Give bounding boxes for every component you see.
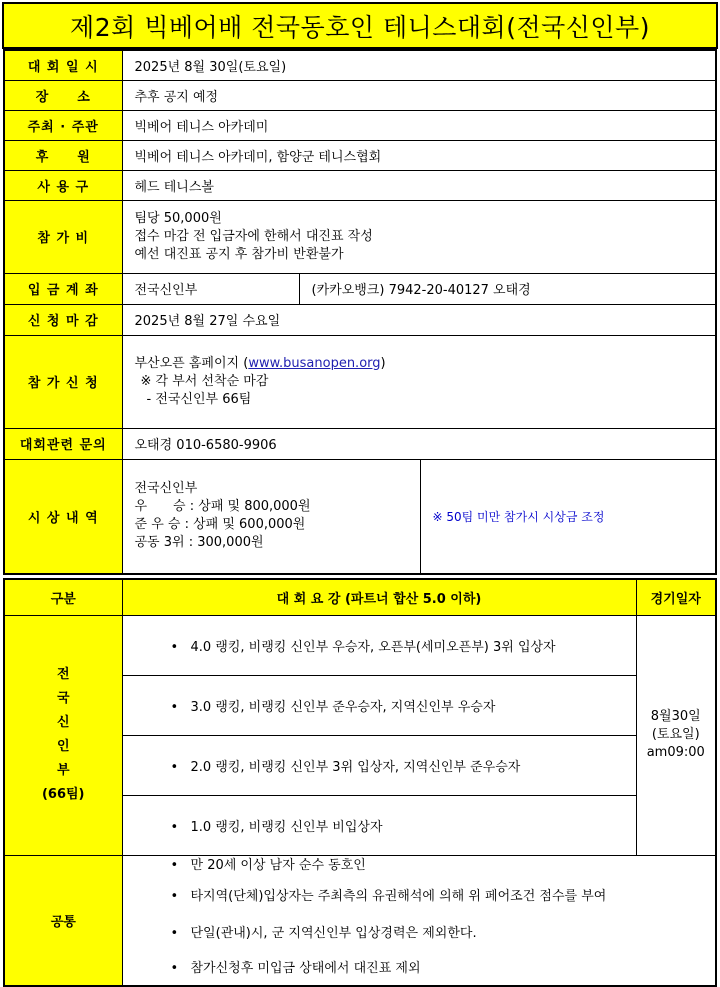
requirement-item: • 4.0 랭킹, 비랭킹 신인부 우승자, 오픈부(세미오픈부) 3위 입상자 <box>122 615 636 675</box>
fee-line: 접수 마감 전 입금자에 한해서 대진표 작성 <box>134 228 373 244</box>
common-item: • 단일(관내)시, 군 지역신인부 입상경력은 제외한다. <box>170 925 477 941</box>
host-value: 빅베어 테니스 아카데미 <box>122 110 716 140</box>
date-value: 2025년 8월 30일(토요일) <box>122 50 716 80</box>
apply-line: 부산오픈 홈페이지 (www.busanopen.org) <box>134 355 386 371</box>
ball-label: 사 용 구 <box>4 170 122 200</box>
division-char: 부 <box>56 763 70 778</box>
busanopen-link[interactable]: www.busanopen.org <box>248 355 381 371</box>
prize-line: 우 승 : 상패 및 800,000원 <box>134 499 311 515</box>
division-char: 인 <box>56 739 70 754</box>
match-date-line: (토요일) <box>651 727 700 742</box>
division-char: 국 <box>56 691 70 706</box>
deadline-value: 2025년 8월 27일 수요일 <box>122 304 716 335</box>
apply-note: ※ 각 부서 선착순 마감 <box>140 373 269 389</box>
requirements-table <box>3 578 717 987</box>
fee-label: 참 가 비 <box>4 200 122 273</box>
prize-value <box>122 459 420 574</box>
venue-value: 추후 공지 예정 <box>122 80 716 110</box>
division-char: 전 <box>56 667 70 682</box>
prize-label: 시 상 내 역 <box>4 459 122 574</box>
requirement-item: • 2.0 랭킹, 비랭킹 신인부 3위 입상자, 지역신인부 준우승자 <box>122 735 636 795</box>
fee-line: 예선 대진표 공지 후 참가비 반환불가 <box>134 246 344 262</box>
venue-label: 장 소 <box>4 80 122 110</box>
common-label: 공통 <box>4 855 122 986</box>
match-date-line: 8월30일 <box>650 709 701 724</box>
common-cell <box>122 855 716 986</box>
prize-line: 공동 3위 : 300,000원 <box>134 535 264 551</box>
sponsor-label: 후 원 <box>4 140 122 170</box>
match-date-line: am09:00 <box>646 745 705 760</box>
host-label: 주최 · 주관 <box>4 110 122 140</box>
division-cell <box>4 615 122 855</box>
apply-value <box>122 335 716 428</box>
contact-value: 오태경 010-6580-9906 <box>122 428 716 459</box>
division-header: 구분 <box>4 579 122 615</box>
requirement-item: • 1.0 랭킹, 비랭킹 신인부 비입상자 <box>122 795 636 855</box>
common-item: • 만 20세 이상 남자 순수 동호인 <box>170 857 366 873</box>
account-label: 입 금 계 좌 <box>4 273 122 304</box>
account-group: 전국신인부 <box>122 273 299 304</box>
requirement-item: • 3.0 랭킹, 비랭킹 신인부 준우승자, 지역신인부 우승자 <box>122 675 636 735</box>
page-title: 제2회 빅베어배 전국동호인 테니스대회(전국신인부) <box>2 2 718 49</box>
common-item: • 참가신청후 미입금 상태에서 대진표 제외 <box>170 960 421 976</box>
match-date-cell <box>636 615 716 855</box>
account-number: (카카오뱅크) 7942-20-40127 오태경 <box>299 273 716 304</box>
sponsor-value: 빅베어 테니스 아카데미, 함양군 테니스협회 <box>122 140 716 170</box>
deadline-label: 신 청 마 감 <box>4 304 122 335</box>
match-date-header: 경기일자 <box>636 579 716 615</box>
apply-label: 참 가 신 청 <box>4 335 122 428</box>
date-label: 대 회 일 시 <box>4 50 122 80</box>
fee-line: 팀당 50,000원 <box>134 210 222 226</box>
common-item: • 타지역(단체)입상자는 주최측의 유권해석에 의해 위 페어조건 점수를 부여 <box>170 888 607 904</box>
prize-line: 준 우 승 : 상패 및 600,000원 <box>134 517 306 533</box>
apply-count: - 전국신인부 66팀 <box>146 391 252 407</box>
contact-label: 대회관련 문의 <box>4 428 122 459</box>
info-table <box>3 49 717 575</box>
division-count: (66팀) <box>41 787 85 802</box>
ball-value: 헤드 테니스볼 <box>122 170 716 200</box>
division-char: 신 <box>56 715 70 730</box>
prize-line: 전국신인부 <box>134 481 198 497</box>
fee-value <box>122 200 716 273</box>
prize-note: ※ 50팀 미만 참가시 시상금 조정 <box>420 459 716 574</box>
requirements-header: 대 회 요 강 (파트너 합산 5.0 이하) <box>122 579 636 615</box>
